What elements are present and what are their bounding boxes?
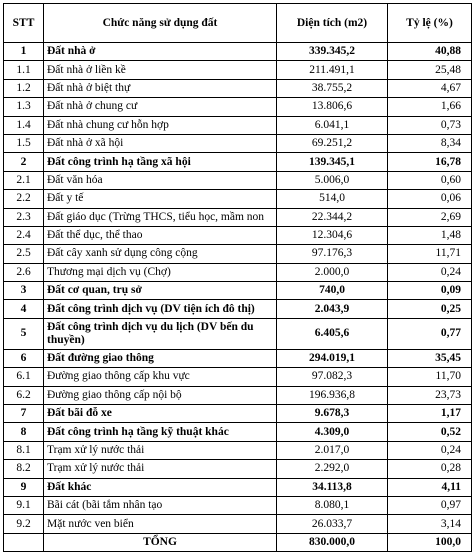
total-label: TỔNG	[44, 533, 277, 551]
row-name: Đất giáo dục (Trừng THCS, tiểu học, mầm non	[44, 208, 277, 226]
row-area: 2.017,0	[277, 441, 388, 459]
row-stt: 9	[4, 478, 44, 496]
row-area: 9.678,3	[277, 405, 388, 423]
row-ratio: 11,70	[388, 368, 472, 386]
row-name: Đường giao thông cấp nội bộ	[44, 386, 277, 404]
total-stt	[4, 533, 44, 551]
header-row	[4, 4, 472, 43]
row-ratio: 0,25	[388, 300, 472, 318]
row-ratio: 40,88	[388, 43, 472, 61]
table-row	[4, 190, 472, 208]
row-name: Đất nhà chung cư hỗn hợp	[44, 116, 277, 134]
row-ratio: 0,52	[388, 423, 472, 441]
row-stt: 6.1	[4, 368, 44, 386]
header-name: Chức năng sử dụng đất	[44, 4, 277, 43]
row-area: 13.806,6	[277, 98, 388, 116]
row-ratio: 0,77	[388, 318, 472, 349]
table-row	[4, 386, 472, 404]
row-name: Đất nhà ở	[44, 43, 277, 61]
row-stt: 1.3	[4, 98, 44, 116]
table-row	[4, 423, 472, 441]
row-ratio: 16,78	[388, 153, 472, 171]
table-row	[4, 61, 472, 79]
row-stt: 1.5	[4, 134, 44, 152]
total-ratio: 100,0	[388, 533, 472, 551]
table-row	[4, 496, 472, 514]
row-name: Đất cơ quan, trụ sở	[44, 282, 277, 300]
row-area: 4.309,0	[277, 423, 388, 441]
row-ratio: 8,34	[388, 134, 472, 152]
row-name: Đất đường giao thông	[44, 349, 277, 367]
table-row	[4, 245, 472, 263]
row-ratio: 35,45	[388, 349, 472, 367]
row-ratio: 1,17	[388, 405, 472, 423]
table-row	[4, 153, 472, 171]
table-row	[4, 460, 472, 478]
row-stt: 7	[4, 405, 44, 423]
row-ratio: 0,09	[388, 282, 472, 300]
row-area: 6.405,6	[277, 318, 388, 349]
table-row	[4, 116, 472, 134]
row-ratio: 1,48	[388, 226, 472, 244]
table-row	[4, 282, 472, 300]
header-stt: STT	[4, 4, 44, 43]
row-ratio: 23,73	[388, 386, 472, 404]
row-stt: 1.4	[4, 116, 44, 134]
row-stt: 9.1	[4, 496, 44, 514]
row-stt: 8.1	[4, 441, 44, 459]
row-stt: 1.2	[4, 79, 44, 97]
table-row	[4, 208, 472, 226]
row-area: 339.345,2	[277, 43, 388, 61]
row-area: 2.000,0	[277, 263, 388, 281]
row-name: Đất khác	[44, 478, 277, 496]
total-row	[4, 533, 472, 551]
row-name: Đất bãi đỗ xe	[44, 405, 277, 423]
row-name: Đường giao thông cấp khu vực	[44, 368, 277, 386]
row-name: Đất thể dục, thể thao	[44, 226, 277, 244]
row-name: Đất công trình dịch vụ (DV tiện ích đô thị)	[44, 300, 277, 318]
land-use-table	[3, 3, 472, 552]
row-ratio: 1,66	[388, 98, 472, 116]
table-row	[4, 171, 472, 189]
row-stt: 8.2	[4, 460, 44, 478]
row-stt: 6	[4, 349, 44, 367]
table-row	[4, 441, 472, 459]
row-stt: 4	[4, 300, 44, 318]
row-stt: 3	[4, 282, 44, 300]
row-name: Đất công trình hạ tầng xã hội	[44, 153, 277, 171]
row-area: 69.251,2	[277, 134, 388, 152]
row-ratio: 2,69	[388, 208, 472, 226]
table-row	[4, 405, 472, 423]
row-name: Đất công trình dịch vụ du lịch (DV bến du thuyền)	[44, 318, 277, 349]
table-row	[4, 43, 472, 61]
table-row	[4, 515, 472, 533]
row-stt: 1	[4, 43, 44, 61]
row-area: 740,0	[277, 282, 388, 300]
row-name: Đất nhà ở biệt thự	[44, 79, 277, 97]
table-row	[4, 349, 472, 367]
row-stt: 5	[4, 318, 44, 349]
row-area: 514,0	[277, 190, 388, 208]
row-area: 2.043,9	[277, 300, 388, 318]
table-row	[4, 98, 472, 116]
row-stt: 2.2	[4, 190, 44, 208]
table-row	[4, 478, 472, 496]
row-ratio: 0,24	[388, 441, 472, 459]
row-area: 8.080,1	[277, 496, 388, 514]
row-area: 97.082,3	[277, 368, 388, 386]
row-stt: 8	[4, 423, 44, 441]
row-ratio: 0,97	[388, 496, 472, 514]
total-area: 830.000,0	[277, 533, 388, 551]
row-area: 6.041,1	[277, 116, 388, 134]
row-area: 34.113,8	[277, 478, 388, 496]
row-ratio: 25,48	[388, 61, 472, 79]
table-row	[4, 318, 472, 349]
row-area: 38.755,2	[277, 79, 388, 97]
table-body	[4, 43, 472, 534]
row-stt: 2.4	[4, 226, 44, 244]
row-area: 139.345,1	[277, 153, 388, 171]
header-area: Diện tích (m2)	[277, 4, 388, 43]
row-name: Trạm xử lý nước thải	[44, 441, 277, 459]
row-ratio: 4,11	[388, 478, 472, 496]
row-stt: 2.5	[4, 245, 44, 263]
row-area: 22.344,2	[277, 208, 388, 226]
row-stt: 1.1	[4, 61, 44, 79]
row-name: Đất nhà ở liền kề	[44, 61, 277, 79]
row-ratio: 0,24	[388, 263, 472, 281]
row-stt: 9.2	[4, 515, 44, 533]
row-ratio: 4,67	[388, 79, 472, 97]
table-row	[4, 226, 472, 244]
row-name: Đất văn hóa	[44, 171, 277, 189]
row-ratio: 0,60	[388, 171, 472, 189]
row-name: Bãi cát (bãi tắm nhân tạo	[44, 496, 277, 514]
row-name: Đất nhà ở xã hội	[44, 134, 277, 152]
row-stt: 6.2	[4, 386, 44, 404]
table-row	[4, 134, 472, 152]
row-stt: 2.3	[4, 208, 44, 226]
row-ratio: 3,14	[388, 515, 472, 533]
row-name: Đất y tế	[44, 190, 277, 208]
row-name: Đất nhà ở chung cư	[44, 98, 277, 116]
row-area: 5.006,0	[277, 171, 388, 189]
row-area: 26.033,7	[277, 515, 388, 533]
row-name: Đất công trình hạ tầng kỹ thuật khác	[44, 423, 277, 441]
table-row	[4, 263, 472, 281]
table-row	[4, 79, 472, 97]
row-ratio: 0,06	[388, 190, 472, 208]
row-area: 196.936,8	[277, 386, 388, 404]
row-area: 12.304,6	[277, 226, 388, 244]
row-area: 2.292,0	[277, 460, 388, 478]
row-stt: 2.6	[4, 263, 44, 281]
row-name: Thương mại dịch vụ (Chợ)	[44, 263, 277, 281]
row-name: Đất cây xanh sử dụng công cộng	[44, 245, 277, 263]
row-ratio: 11,71	[388, 245, 472, 263]
table-row	[4, 300, 472, 318]
row-area: 97.176,3	[277, 245, 388, 263]
row-name: Mặt nước ven biển	[44, 515, 277, 533]
row-stt: 2	[4, 153, 44, 171]
row-name: Trạm xử lý nước thải	[44, 460, 277, 478]
row-ratio: 0,73	[388, 116, 472, 134]
table-row	[4, 368, 472, 386]
row-area: 211.491,1	[277, 61, 388, 79]
row-ratio: 0,28	[388, 460, 472, 478]
row-area: 294.019,1	[277, 349, 388, 367]
header-ratio: Tỷ lệ (%)	[388, 4, 472, 43]
row-stt: 2.1	[4, 171, 44, 189]
